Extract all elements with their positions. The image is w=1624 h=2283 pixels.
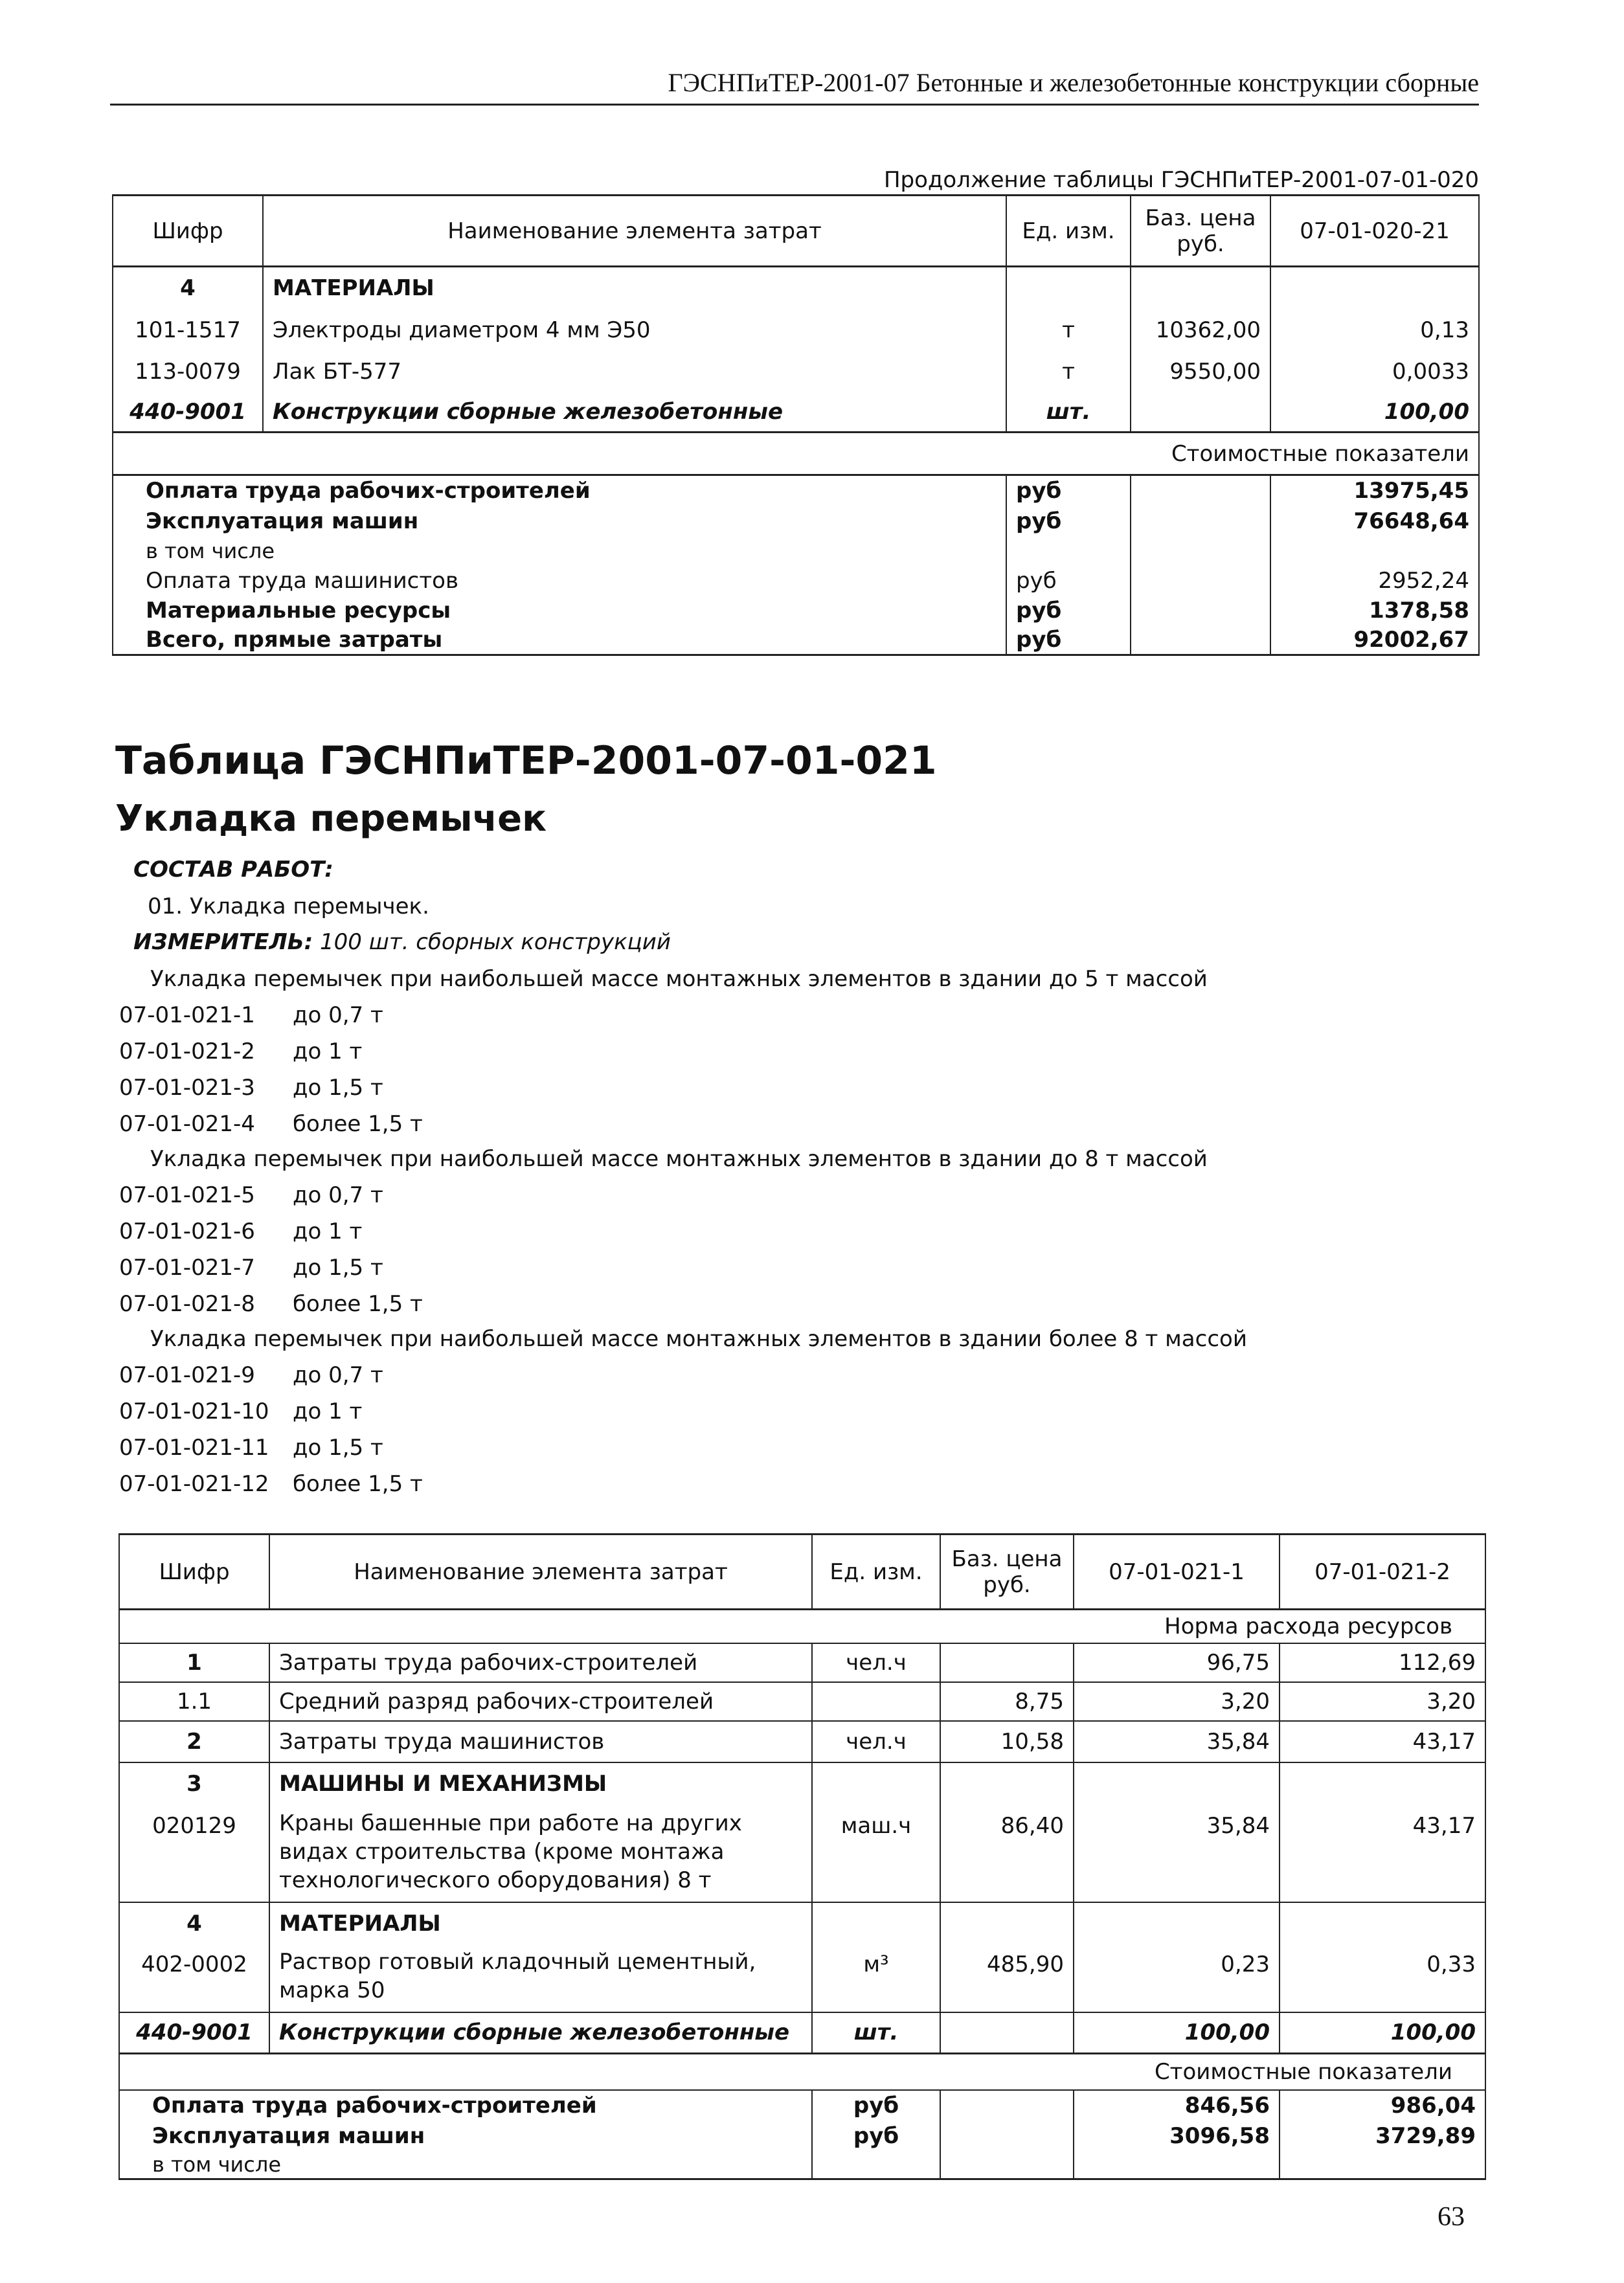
table-row <box>119 1762 1485 1805</box>
header-col1: 07-01-020-21 <box>1270 196 1479 267</box>
cost-unit <box>812 2151 940 2179</box>
row-name: Конструкции сборные железобетонные <box>269 2012 812 2054</box>
row-unit <box>812 1902 940 1945</box>
row-price: 86,40 <box>940 1805 1074 1902</box>
row-code: 402-0002 <box>119 1945 269 2012</box>
item-code: 07-01-021-5 <box>119 1182 255 1208</box>
row-name: Затраты труда машинистов <box>269 1721 812 1762</box>
header-name: Наименование элемента затрат <box>269 1535 812 1610</box>
header-unit: Ед. изм. <box>812 1535 940 1610</box>
row-unit: т <box>1006 309 1131 351</box>
row-name: Затраты труда рабочих-строителей <box>269 1643 812 1682</box>
item-desc: до 1,5 т <box>293 1435 383 1461</box>
item-desc: до 1 т <box>293 1219 363 1244</box>
row-price <box>940 1762 1074 1805</box>
row-value-2: 100,00 <box>1280 2012 1485 2054</box>
cost-value: 1378,58 <box>1270 596 1479 625</box>
row-code: 101-1517 <box>113 309 263 351</box>
row-value-1 <box>1074 1762 1280 1805</box>
cost-value-1: 846,56 <box>1074 2090 1280 2121</box>
table-row <box>119 1643 1485 1682</box>
cost-name: Оплата труда машинистов <box>113 566 1006 596</box>
cost-value-2: 986,04 <box>1280 2090 1485 2121</box>
cost-name: Эксплуатация машин <box>113 506 1006 536</box>
cost-header-row <box>119 2054 1485 2090</box>
table-row <box>113 392 1479 433</box>
cost-name: Материальные ресурсы <box>113 596 1006 625</box>
cost-row <box>119 2090 1485 2121</box>
group-heading-1: Укладка перемычек при наибольшей массе монтажных элементов в здании до 5 т массой <box>150 966 1208 992</box>
row-name: Электроды диаметром 4 мм Э50 <box>263 309 1006 351</box>
composition-label: СОСТАВ РАБОТ: <box>133 857 333 883</box>
table-row <box>119 2012 1485 2054</box>
header-name: Наименование элемента затрат <box>263 196 1006 267</box>
cost-unit: руб <box>1006 506 1131 536</box>
cost-header-row <box>113 433 1479 475</box>
table-subtitle: Укладка перемычек <box>115 798 547 840</box>
row-unit: м³ <box>812 1945 940 2012</box>
row-value-1: 0,23 <box>1074 1945 1280 2012</box>
row-unit <box>1006 267 1131 309</box>
cost-unit: руб <box>1006 625 1131 655</box>
row-name: Средний разряд рабочих-строителей <box>269 1682 812 1721</box>
composition-item: 01. Укладка перемычек. <box>148 894 429 919</box>
table1-header-row <box>113 196 1479 267</box>
norm-header-row <box>119 1610 1485 1643</box>
cost-row <box>113 506 1479 536</box>
row-value-2: 112,69 <box>1280 1643 1485 1682</box>
cost-name: в том числе <box>113 536 1006 566</box>
row-price <box>1131 392 1270 433</box>
cost-name: в том числе <box>119 2151 812 2179</box>
row-name: МАТЕРИАЛЫ <box>269 1902 812 1945</box>
cost-name: Всего, прямые затраты <box>113 625 1006 655</box>
cost-value: 13975,45 <box>1270 475 1479 506</box>
item-desc: до 0,7 т <box>293 1362 383 1388</box>
cost-name: Оплата труда рабочих-строителей <box>113 475 1006 506</box>
cost-name: Оплата труда рабочих-строителей <box>119 2090 812 2121</box>
row-value-2: 43,17 <box>1280 1721 1485 1762</box>
row-price <box>940 1902 1074 1945</box>
row-unit: чел.ч <box>812 1643 940 1682</box>
row-value-2: 3,20 <box>1280 1682 1485 1721</box>
table-title: Таблица ГЭСНПиТЕР-2001-07-01-021 <box>115 738 937 783</box>
row-unit: маш.ч <box>812 1805 940 1902</box>
item-code: 07-01-021-8 <box>119 1291 255 1317</box>
item-desc: до 1 т <box>293 1039 363 1064</box>
row-code: 2 <box>119 1721 269 1762</box>
cost-value-1: 3096,58 <box>1074 2121 1280 2151</box>
item-code: 07-01-021-3 <box>119 1075 255 1101</box>
row-name: Раствор готовый кладочный цементный, марка 50 <box>269 1945 812 2012</box>
cost-table-1 <box>112 194 1480 656</box>
item-desc: до 1 т <box>293 1399 363 1424</box>
table-row <box>119 1805 1485 1902</box>
cost-unit: руб <box>812 2121 940 2151</box>
row-code: 1 <box>119 1643 269 1682</box>
table1-continuation-caption: Продолжение таблицы ГЭСНПиТЕР-2001-07-01-020 <box>883 167 1479 193</box>
item-code: 07-01-021-7 <box>119 1255 255 1281</box>
item-code: 07-01-021-4 <box>119 1111 255 1137</box>
page-number: 63 <box>1438 2202 1465 2232</box>
row-price <box>940 1643 1074 1682</box>
table-row <box>119 1945 1485 2012</box>
cost-row <box>119 2151 1485 2179</box>
table-row <box>119 1902 1485 1945</box>
header-code: Шифр <box>113 196 263 267</box>
row-value-2: 0,33 <box>1280 1945 1485 2012</box>
row-value-1: 3,20 <box>1074 1682 1280 1721</box>
running-header: ГЭСНПиТЕР-2001-07 Бетонные и железобетонные конструкции сборные <box>668 68 1479 97</box>
cost-table-2 <box>118 1533 1486 2180</box>
item-desc: более 1,5 т <box>293 1291 423 1317</box>
cost-row <box>113 536 1479 566</box>
cost-header: Стоимостные показатели <box>119 2054 1485 2090</box>
cost-row <box>113 566 1479 596</box>
row-unit: т <box>1006 351 1131 392</box>
cost-unit: руб <box>1006 596 1131 625</box>
row-value-1: 96,75 <box>1074 1643 1280 1682</box>
cost-value-1 <box>1074 2151 1280 2179</box>
norm-header: Норма расхода ресурсов <box>119 1610 1485 1643</box>
cost-header: Стоимостные показатели <box>113 433 1479 475</box>
row-code: 440-9001 <box>113 392 263 433</box>
cost-unit: руб <box>812 2090 940 2121</box>
cost-value: 2952,24 <box>1270 566 1479 596</box>
row-name: МАШИНЫ И МЕХАНИЗМЫ <box>269 1762 812 1805</box>
meter-line <box>133 929 671 955</box>
header-price: Баз. цена руб. <box>1131 196 1270 267</box>
table-row <box>113 267 1479 309</box>
row-code: 4 <box>113 267 263 309</box>
row-value-1: 100,00 <box>1074 2012 1280 2054</box>
item-code: 07-01-021-6 <box>119 1219 255 1244</box>
cost-value: 76648,64 <box>1270 506 1479 536</box>
row-price: 9550,00 <box>1131 351 1270 392</box>
item-desc: более 1,5 т <box>293 1111 423 1137</box>
row-code: 3 <box>119 1762 269 1805</box>
row-value-1 <box>1074 1902 1280 1945</box>
cost-unit: руб <box>1006 475 1131 506</box>
item-code: 07-01-021-9 <box>119 1362 255 1388</box>
item-desc: более 1,5 т <box>293 1471 423 1497</box>
cost-value-2: 3729,89 <box>1280 2121 1485 2151</box>
row-code: 440-9001 <box>119 2012 269 2054</box>
item-code: 07-01-021-12 <box>119 1471 269 1497</box>
row-value: 100,00 <box>1270 392 1479 433</box>
row-value: 0,13 <box>1270 309 1479 351</box>
table-row <box>119 1682 1485 1721</box>
item-desc: до 1,5 т <box>293 1255 383 1281</box>
group-heading-2: Укладка перемычек при наибольшей массе монтажных элементов в здании до 8 т массой <box>150 1146 1208 1172</box>
item-desc: до 0,7 т <box>293 1182 383 1208</box>
row-price: 10,58 <box>940 1721 1074 1762</box>
row-unit: шт. <box>812 2012 940 2054</box>
cost-row <box>119 2121 1485 2151</box>
row-unit <box>812 1682 940 1721</box>
meter-value: 100 шт. сборных конструкций <box>320 929 671 955</box>
meter-label: ИЗМЕРИТЕЛЬ: <box>133 929 313 955</box>
table-row <box>113 309 1479 351</box>
cost-value-2 <box>1280 2151 1485 2179</box>
cost-unit <box>1006 536 1131 566</box>
item-code: 07-01-021-11 <box>119 1435 269 1461</box>
row-unit <box>812 1762 940 1805</box>
table-row <box>113 351 1479 392</box>
row-unit: чел.ч <box>812 1721 940 1762</box>
cost-value: 92002,67 <box>1270 625 1479 655</box>
table2-header-row <box>119 1535 1485 1610</box>
header-col2: 07-01-021-2 <box>1280 1535 1485 1610</box>
header-code: Шифр <box>119 1535 269 1610</box>
row-name: Конструкции сборные железобетонные <box>263 392 1006 433</box>
header-price: Баз. цена руб. <box>940 1535 1074 1610</box>
row-value: 0,0033 <box>1270 351 1479 392</box>
cost-value <box>1270 536 1479 566</box>
item-code: 07-01-021-2 <box>119 1039 255 1064</box>
group-heading-3: Укладка перемычек при наибольшей массе монтажных элементов в здании более 8 т массой <box>150 1326 1247 1352</box>
row-code: 020129 <box>119 1805 269 1902</box>
row-price <box>1131 267 1270 309</box>
row-price: 485,90 <box>940 1945 1074 2012</box>
row-code: 113-0079 <box>113 351 263 392</box>
cost-row <box>113 625 1479 655</box>
cost-name: Эксплуатация машин <box>119 2121 812 2151</box>
row-code: 1.1 <box>119 1682 269 1721</box>
row-value-2 <box>1280 1762 1485 1805</box>
item-desc: до 0,7 т <box>293 1002 383 1028</box>
row-value-1: 35,84 <box>1074 1721 1280 1762</box>
item-code: 07-01-021-10 <box>119 1399 269 1424</box>
row-price <box>940 2012 1074 2054</box>
header-rule <box>110 104 1479 106</box>
row-name: МАТЕРИАЛЫ <box>263 267 1006 309</box>
row-price: 10362,00 <box>1131 309 1270 351</box>
row-code: 4 <box>119 1902 269 1945</box>
row-price: 8,75 <box>940 1682 1074 1721</box>
row-value-1: 35,84 <box>1074 1805 1280 1902</box>
table-row <box>119 1721 1485 1762</box>
row-unit: шт. <box>1006 392 1131 433</box>
row-name: Краны башенные при работе на других видах строительства (кроме монтажа технологического оборудования) 8 т <box>269 1805 812 1902</box>
cost-unit: руб <box>1006 566 1131 596</box>
row-value-2: 43,17 <box>1280 1805 1485 1902</box>
header-col1: 07-01-021-1 <box>1074 1535 1280 1610</box>
row-value-2 <box>1280 1902 1485 1945</box>
row-name: Лак БТ-577 <box>263 351 1006 392</box>
row-value <box>1270 267 1479 309</box>
cost-row <box>113 475 1479 506</box>
item-desc: до 1,5 т <box>293 1075 383 1101</box>
header-unit: Ед. изм. <box>1006 196 1131 267</box>
cost-row <box>113 596 1479 625</box>
item-code: 07-01-021-1 <box>119 1002 255 1028</box>
